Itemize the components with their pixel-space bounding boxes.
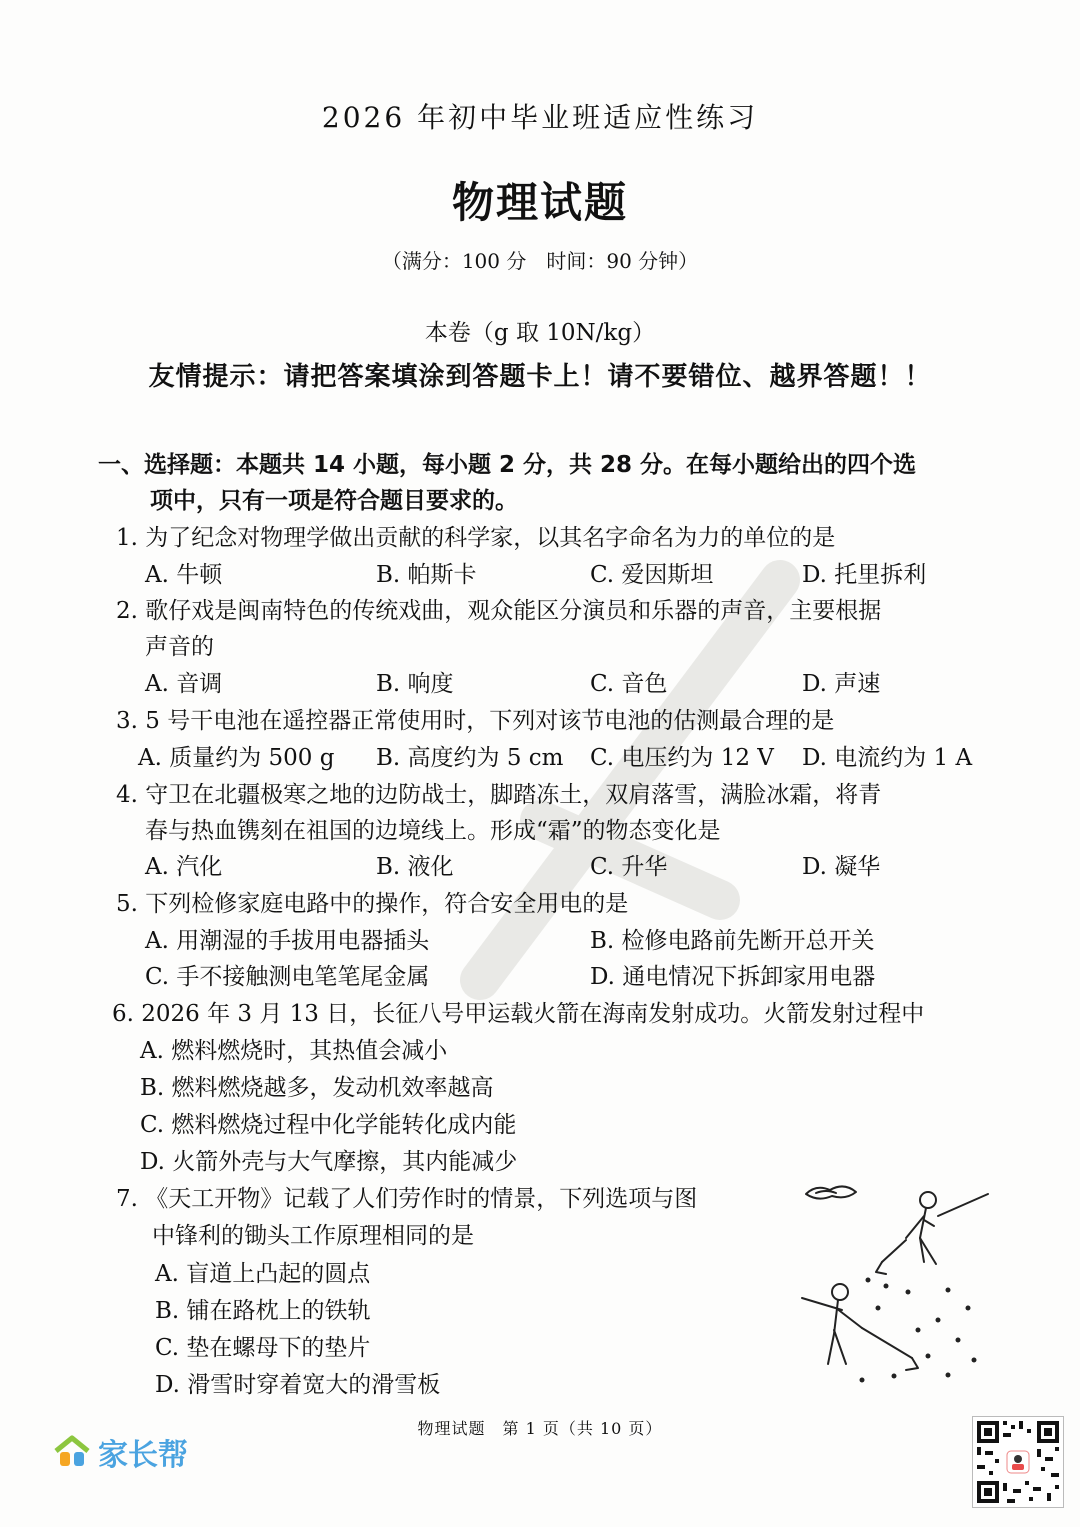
exam-meta: （满分：100 分 时间：90 分钟） [381, 249, 699, 273]
question-7-option-c: C. 垫在螺母下的垫片 [155, 1335, 371, 1361]
question-2-option-a: A. 音调 [145, 671, 223, 697]
question-7-option-b: B. 铺在路枕上的铁轨 [155, 1298, 371, 1324]
question-1-stem: 1. 为了纪念对物理学做出贡献的科学家，以其名字命名为力的单位的是 [116, 525, 836, 551]
question-4-stem-line2: 春与热血镌刻在祖国的边境线上。形成“霜”的物态变化是 [145, 818, 721, 844]
farmers-hoeing-illustration [798, 1180, 993, 1395]
page-footer: 物理试题 第 1 页（共 10 页） [417, 1419, 663, 1438]
page-title: 物理试题 [451, 178, 628, 227]
question-4-option-c: C. 升华 [590, 854, 668, 880]
qr-code[interactable] [972, 1416, 1064, 1508]
brand-logo [52, 1430, 188, 1474]
section-heading-line2: 项中，只有一项是符合题目要求的。 [150, 488, 518, 514]
question-2-option-b: B. 响度 [376, 671, 454, 697]
question-3-stem: 3. 5 号干电池在遥控器正常使用时，下列对该节电池的估测最合理的是 [116, 708, 835, 734]
question-6-option-b: B. 燃料燃烧越多，发动机效率越高 [140, 1075, 494, 1101]
question-5-option-d: D. 通电情况下拆卸家用电器 [590, 964, 876, 990]
question-7-option-d: D. 滑雪时穿着宽大的滑雪板 [155, 1372, 441, 1398]
question-1-option-b: B. 帕斯卡 [376, 562, 477, 588]
question-5-stem: 5. 下列检修家庭电路中的操作，符合安全用电的是 [116, 891, 629, 917]
question-6-option-c: C. 燃料燃烧过程中化学能转化成内能 [140, 1112, 517, 1138]
question-2-option-d: D. 声速 [802, 671, 881, 697]
question-3-option-a: A. 质量约为 500 g [138, 745, 335, 771]
question-2-option-c: C. 音色 [590, 671, 668, 697]
question-5-option-a: A. 用潮湿的手拔用电器插头 [145, 928, 430, 954]
question-2-stem-line2: 声音的 [145, 634, 214, 660]
question-5-option-c: C. 手不接触测电笔笔尾金属 [145, 964, 430, 990]
question-6-option-d: D. 火箭外壳与大气摩擦，其内能减少 [140, 1149, 518, 1175]
question-7-stem-line2: 中锋利的锄头工作原理相同的是 [152, 1223, 474, 1249]
section-heading-line1: 一、选择题：本题共 14 小题，每小题 2 分，共 28 分。在每小题给出的四个选 [98, 452, 917, 478]
question-5-option-b: B. 检修电路前先断开总开关 [590, 928, 875, 954]
question-4-option-a: A. 汽化 [145, 854, 223, 880]
question-2-stem-line1: 2. 歌仔戏是闽南特色的传统戏曲，观众能区分演员和乐器的声音，主要根据 [116, 598, 882, 624]
question-7-option-a: A. 盲道上凸起的圆点 [155, 1261, 371, 1287]
friendly-tip: 友情提示：请把答案填涂到答题卡上！请不要错位、越界答题！！ [148, 362, 932, 392]
question-7-stem-line1: 7. 《天工开物》记载了人们劳作时的情景，下列选项与图 [116, 1186, 698, 1212]
question-3-option-b: B. 高度约为 5 cm [376, 745, 564, 771]
question-1-option-a: A. 牛顿 [145, 562, 223, 588]
brand-logo-text: 家长帮 [98, 1438, 188, 1473]
house-logo-icon [52, 1435, 92, 1469]
question-1-option-d: D. 托里拆利 [802, 562, 927, 588]
question-3-option-c: C. 电压约为 12 V [590, 745, 774, 771]
question-4-stem-line1: 4. 守卫在北疆极寒之地的边防战士，脚踏冻土，双肩落雪，满脸冰霜，将青 [116, 782, 882, 808]
question-6-option-a: A. 燃料燃烧时，其热值会减小 [140, 1038, 448, 1064]
question-4-option-b: B. 液化 [376, 854, 454, 880]
exam-series-title: 2026 年初中毕业班适应性练习 [321, 101, 759, 134]
question-3-option-d: D. 电流约为 1 A [802, 745, 973, 771]
exam-note: 本卷（g 取 10N/kg） [424, 320, 656, 346]
question-4-option-d: D. 凝华 [802, 854, 881, 880]
question-6-stem: 6. 2026 年 3 月 13 日，长征八号甲运载火箭在海南发射成功。火箭发射过程中 [112, 1001, 925, 1027]
question-1-option-c: C. 爱因斯坦 [590, 562, 714, 588]
